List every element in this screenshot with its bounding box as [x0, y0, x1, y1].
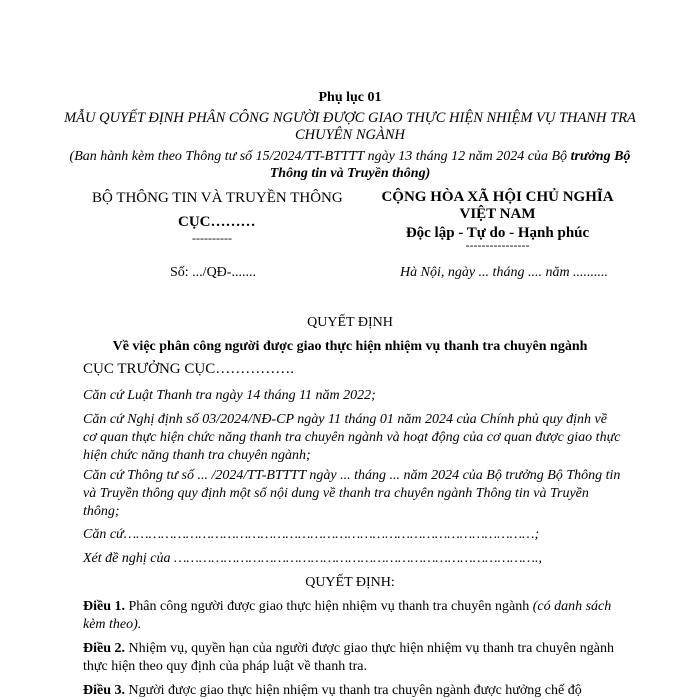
issued-with-text: (Ban hành kèm theo Thông tư số 15/2024/TT-BTTTT ngày 13 tháng 12 năm 2024 của Bộ: [69, 149, 571, 164]
department-name: CỤC………: [178, 214, 256, 230]
document-number: Số: .../QĐ-.......: [170, 265, 256, 280]
legal-basis-item: Căn cứ………………………………………………………………………………………;: [83, 527, 540, 542]
legal-basis-item: Căn cứ Luật Thanh tra ngày 14 tháng 11 năm 2022;: [83, 388, 376, 403]
decision-title: QUYẾT ĐỊNH: [307, 315, 393, 330]
motto-underline: ----------------: [465, 238, 530, 252]
issued-with-bold: trưởng Bộ Thông tin và Truyền thông): [269, 149, 631, 181]
article-note: (có danh sách kèm theo).: [83, 599, 612, 632]
legal-basis-item: Căn cứ Nghị định số 03/2024/NĐ-CP ngày 11 tháng 01 năm 2024 của Chính phủ quy định về cơ quan thực hiện chức năng thanh tra chuyên ngành và hoạt động của cơ quan được giao thực hiện chức năng thanh tra chuyên ngành;: [83, 412, 621, 463]
article-text: Nhiệm vụ, quyền hạn của người được giao thực hiện nhiệm vụ thanh tra chuyên ngành thực hiện theo quy định của pháp luật về thanh tra.: [83, 641, 614, 674]
article-text: Người được giao thực hiện nhiệm vụ thanh tra chuyên ngành được hưởng chế độ: [125, 683, 582, 698]
country-name: CỘNG HÒA XÃ HỘI CHỦ NGHĨA VIỆT NAM: [381, 189, 614, 222]
article-text: Phân công người được giao thực hiện nhiệm vụ thanh tra chuyên ngành: [125, 599, 533, 614]
article-label: Điều 1.: [83, 599, 125, 614]
article-2: [83, 640, 623, 676]
article-1: [83, 598, 623, 634]
director-title: CỤC TRƯỞNG CỤC…………….: [83, 361, 294, 377]
article-3: [83, 682, 623, 700]
template-title: MẪU QUYẾT ĐỊNH PHÂN CÔNG NGƯỜI ĐƯỢC GIAO THỰC HIỆN NHIỆM VỤ THANH TRA CHUYÊN NGÀNH: [64, 110, 636, 143]
department-underline: ----------: [192, 231, 232, 245]
issued-with-note: [60, 148, 640, 182]
decides-heading: QUYẾT ĐỊNH:: [305, 575, 395, 590]
legal-basis-item: Căn cứ Thông tư số ... /2024/TT-BTTTT ngày ... tháng ... năm 2024 của Bộ trưởng Bộ Thông tin và Truyền thông quy định một số nội dung về thanh tra chuyên ngành Thông tin và Truyền thông;: [83, 468, 621, 519]
article-label: Điều 3.: [83, 683, 125, 698]
ministry-name: BỘ THÔNG TIN VÀ TRUYỀN THÔNG: [92, 190, 343, 206]
decision-subject: Về việc phân công người được giao thực hiện nhiệm vụ thanh tra chuyên ngành: [112, 339, 588, 354]
appendix-label: Phụ lục 01: [318, 90, 382, 105]
place-date: Hà Nội, ngày ... tháng .... năm ..........: [400, 265, 609, 280]
proposal-line: Xét đề nghị của …………………………………………………………………………….,: [83, 551, 542, 566]
article-label: Điều 2.: [83, 641, 125, 656]
national-motto: Độc lập - Tự do - Hạnh phúc: [405, 225, 590, 241]
